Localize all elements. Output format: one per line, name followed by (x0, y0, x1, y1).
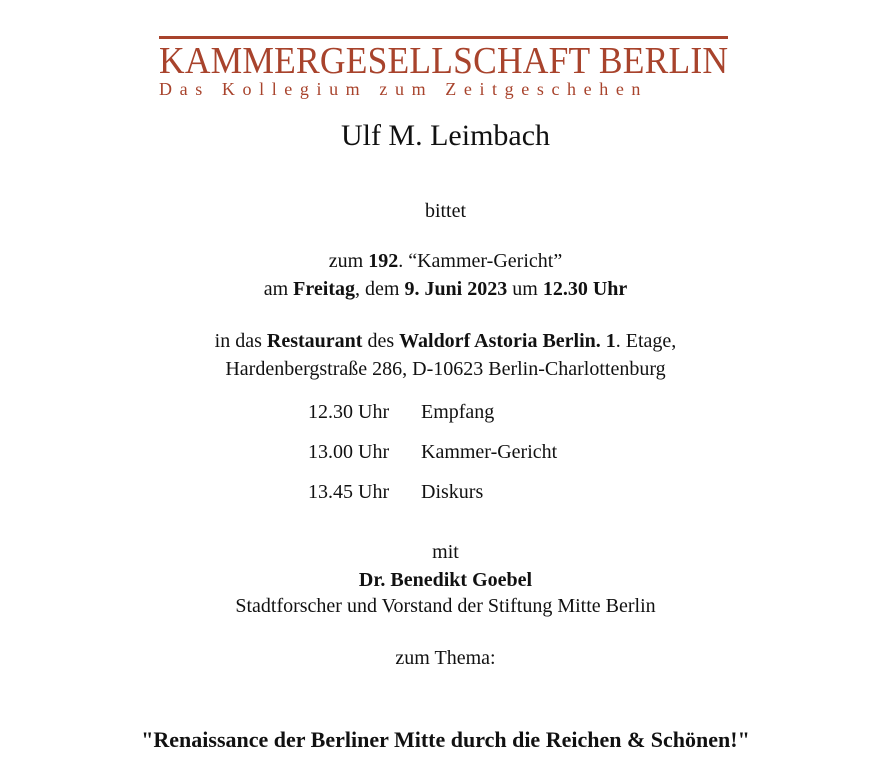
with-text: mit (432, 541, 459, 563)
event-line-1 (0, 246, 891, 276)
logo-subtitle: Das Kollegium zum Zeitgeschehen (159, 79, 649, 99)
schedule-time: 13.45 Uhr (308, 481, 390, 503)
logo (159, 36, 728, 98)
event-date: 9. Juni 2023 (404, 278, 508, 300)
event-prefix: zum (328, 250, 369, 272)
event-number: 192 (368, 250, 399, 272)
topic-intro: zum Thema: (395, 647, 496, 669)
schedule-time: 12.30 Uhr (308, 401, 390, 423)
host-name: Ulf M. Leimbach (340, 119, 551, 152)
schedule (308, 397, 557, 517)
topic-title: "Renaissance der Berliner Mitte durch die Reichen & Schönen!" (141, 727, 750, 752)
logo-top-rule (159, 36, 728, 39)
schedule-row (308, 397, 557, 437)
event-name: . “Kammer-Gericht” (398, 250, 563, 272)
event-time: 12.30 Uhr (542, 278, 628, 300)
venue-restaurant: Restaurant (266, 330, 363, 352)
venue-floor: . Etage, (615, 330, 677, 352)
schedule-time: 13.00 Uhr (308, 441, 390, 463)
venue-prefix: in das (214, 330, 267, 352)
speaker-name: Dr. Benedikt Goebel (358, 569, 533, 591)
request-text: bittet (424, 200, 467, 222)
schedule-item: Diskurs (421, 481, 484, 503)
event-weekday: Freitag (293, 278, 355, 300)
schedule-item: Empfang (421, 401, 495, 423)
speaker-role: Stadtforscher und Vorstand der Stiftung Mitte Berlin (235, 595, 656, 617)
event-line-2 (0, 274, 891, 304)
venue-line (0, 326, 891, 356)
schedule-row (308, 437, 557, 477)
time-connector: um (507, 278, 543, 300)
date-prefix: am (263, 278, 294, 300)
schedule-item: Kammer-Gericht (421, 441, 558, 463)
logo-title: KAMMERGESELLSCHAFT BERLIN (159, 40, 729, 82)
date-connector: , dem (355, 278, 405, 300)
venue-connector: des (362, 330, 400, 352)
venue-hotel: Waldorf Astoria Berlin. 1 (399, 330, 616, 352)
venue-address: Hardenbergstraße 286, D-10623 Berlin-Charlottenburg (225, 358, 666, 380)
schedule-row (308, 477, 557, 517)
